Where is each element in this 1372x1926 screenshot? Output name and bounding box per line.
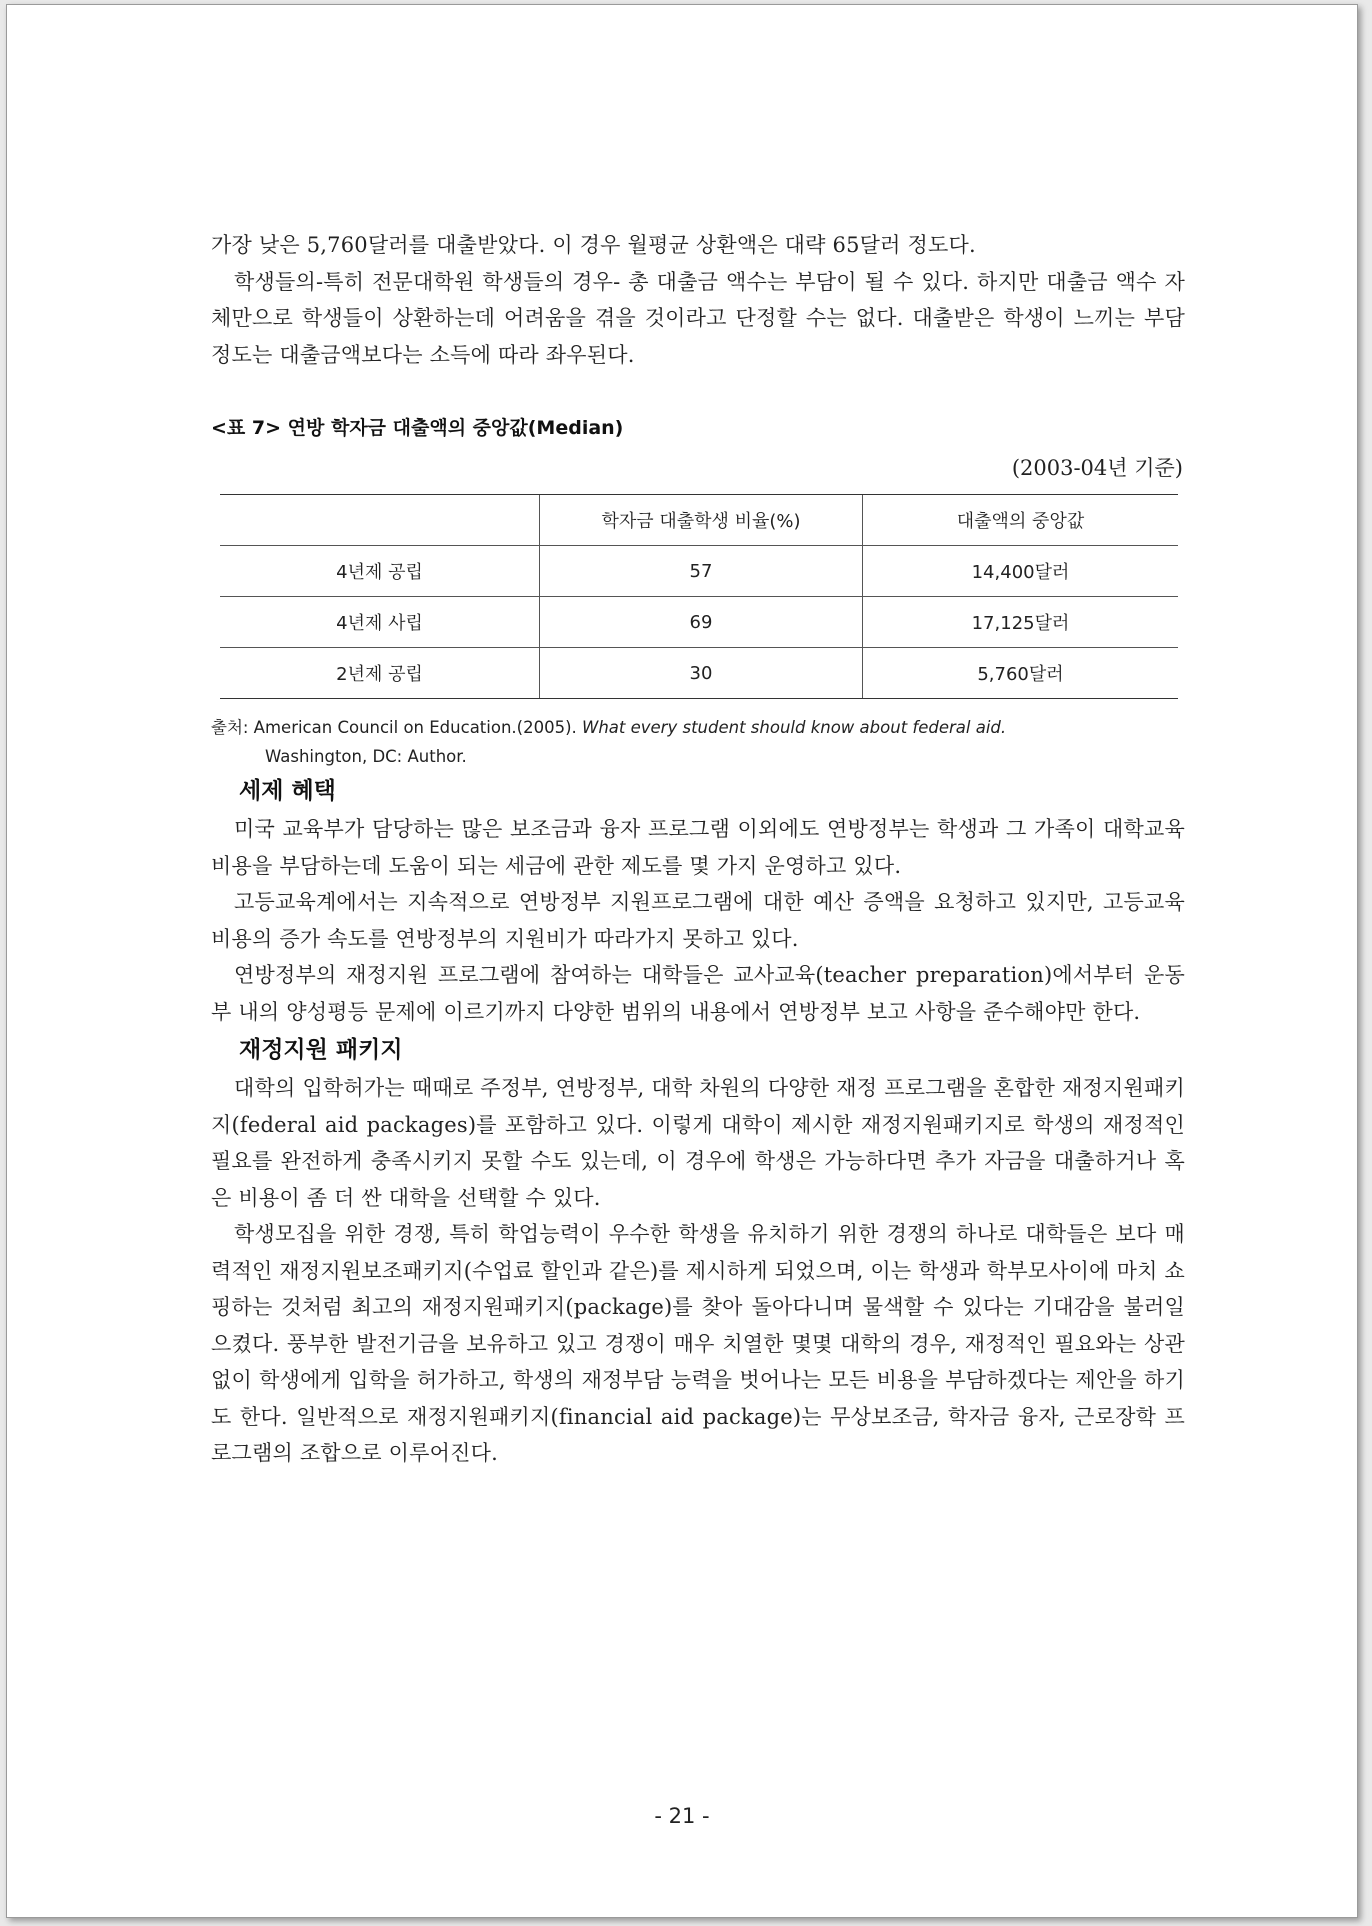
table-source — [211, 713, 1185, 771]
table-cell: 4년제 사립 — [220, 597, 540, 648]
source-rest: Washington, DC: Author. — [265, 747, 467, 766]
section1-paragraph-3: 연방정부의 재정지원 프로그램에 참여하는 대학들은 교사교육(teacher preparation)에서부터 운동부 내의 양성평등 문제에 이르기까지 다양한 범위의 내용에서 연방정부 보고 사항을 준수해야만 한다. — [211, 963, 1185, 1024]
table-header-cell — [220, 495, 540, 546]
table-caption: <표 7> 연방 학자금 대출액의 중앙값(Median) — [211, 417, 624, 439]
table-header-row — [220, 495, 1178, 546]
page-number: - 21 - — [654, 1804, 710, 1828]
intro-paragraph-1: 가장 낮은 5,760달러를 대출받았다. 이 경우 월평균 상환액은 대략 65달러 정도다. — [211, 233, 976, 257]
table-cell: 5,760달러 — [863, 648, 1179, 699]
table-cell: 57 — [540, 546, 863, 597]
section2-paragraph-1: 대학의 입학허가는 때때로 주정부, 연방정부, 대학 차원의 다양한 재정 프로그램을 혼합한 재정지원패키지(federal aid packages)를 포함하고 있다. 이렇게 대학이 제시한 재정지원패키지로 학생의 재정적인 필요를 완전하게 충족시키지 못할 수도 있는데, 이 경우에 학생은 가능하다면 추가 자금을 대출하거나 혹은 비용이 좀 더 싼 대학을 선택할 수 있다. — [211, 1076, 1185, 1210]
table-header-cell: 학자금 대출학생 비율(%) — [540, 495, 863, 546]
table-cell: 17,125달러 — [863, 597, 1179, 648]
intro-paragraph-2: 학생들의-특히 전문대학원 학생들의 경우- 총 대출금 액수는 부담이 될 수 있다. 하지만 대출금 액수 자체만으로 학생들이 상환하는데 어려움을 겪을 것이라고 단정할 수는 없다. 대출받은 학생이 느끼는 부담 정도는 대출금액보다는 소득에 따라 좌우된다. — [211, 269, 1185, 367]
source-prefix: 출처: American Council on Education.(2005). — [211, 718, 583, 737]
table-row — [220, 597, 1178, 648]
page-content — [211, 227, 1185, 1472]
table-row — [220, 546, 1178, 597]
section-heading-tax-benefits: 세제 혜택 — [239, 778, 336, 804]
table-cell: 14,400달러 — [863, 546, 1179, 597]
table-cell: 30 — [540, 648, 863, 699]
table-row — [220, 648, 1178, 699]
section1-paragraph-2: 고등교육계에서는 지속적으로 연방정부 지원프로그램에 대한 예산 증액을 요청하고 있지만, 고등교육 비용의 증가 속도를 연방정부의 지원비가 따라가지 못하고 있다. — [211, 890, 1185, 951]
table-note: (2003-04년 기준) — [1011, 456, 1183, 480]
section-heading-aid-package: 재정지원 패키지 — [239, 1037, 403, 1063]
table-cell: 2년제 공립 — [220, 648, 540, 699]
table-cell: 69 — [540, 597, 863, 648]
section1-paragraph-1: 미국 교육부가 담당하는 많은 보조금과 융자 프로그램 이외에도 연방정부는 학생과 그 가족이 대학교육 비용을 부담하는데 도움이 되는 세금에 관한 제도를 몇 가지 운영하고 있다. — [211, 817, 1185, 878]
loan-median-table — [220, 494, 1178, 699]
source-title: What every student should know about federal aid. — [582, 718, 1007, 737]
document-page — [6, 4, 1358, 1918]
section2-paragraph-2: 학생모집을 위한 경쟁, 특히 학업능력이 우수한 학생을 유치하기 위한 경쟁의 하나로 대학들은 보다 매력적인 재정지원보조패키지(수업료 할인과 같은)를 제시하게 되었으며, 이는 학생과 학부모사이에 마치 쇼핑하는 것처럼 최고의 재정지원패키지(package)를 찾아 돌아다니며 물색할 수 있다는 기대감을 불러일으켰다. 풍부한 발전기금을 보유하고 있고 경쟁이 매우 치열한 몇몇 대학의 경우, 재정적인 필요와는 상관없이 학생에게 입학을 허가하고, 학생의 재정부담 능력을 벗어나는 모든 비용을 부담하겠다는 제안을 하기도 한다. 일반적으로 재정지원패키지(financial aid package)는 무상보조금, 학자금 융자, 근로장학 프로그램의 조합으로 이루어진다. — [211, 1222, 1185, 1465]
table-header-cell: 대출액의 중앙값 — [863, 495, 1179, 546]
table-cell: 4년제 공립 — [220, 546, 540, 597]
